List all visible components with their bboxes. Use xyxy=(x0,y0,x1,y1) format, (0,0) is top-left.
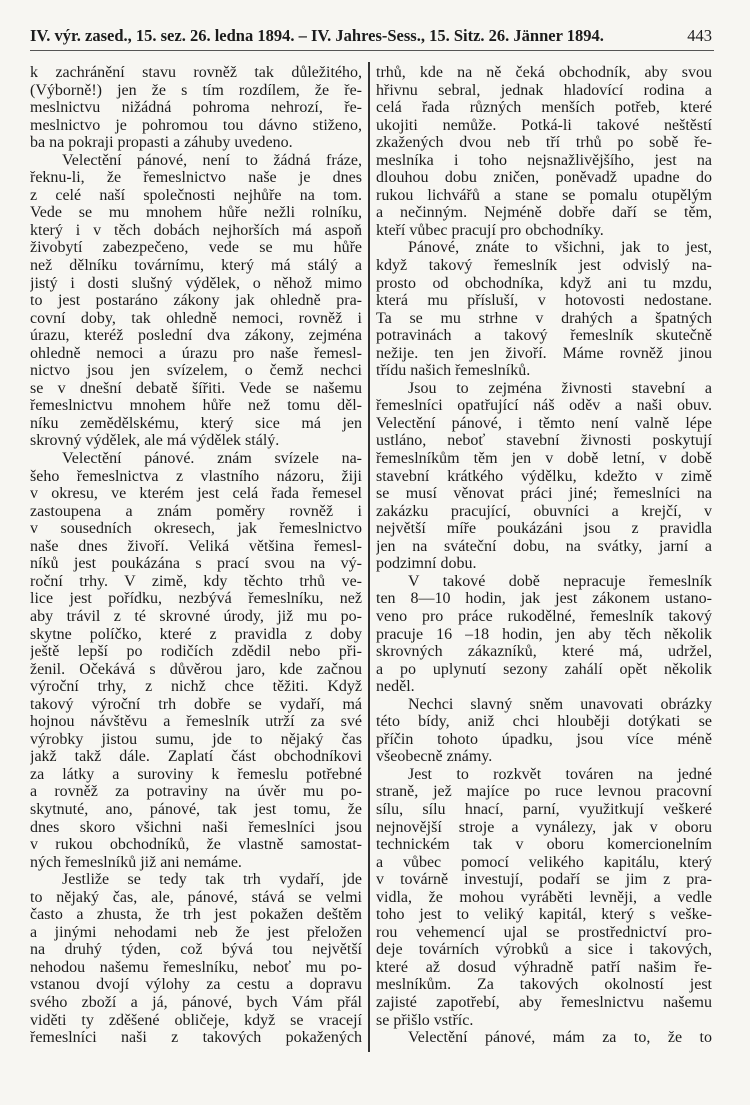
text-line: ženil. Očekává s důvěrou jaro, kde začnou xyxy=(30,660,362,678)
text-line: se v dnešní debatě šířiti. Vede se našemu xyxy=(30,379,362,397)
text-line: největší míře poukázáni jsou z pravidla xyxy=(376,520,712,538)
text-line: ných řemeslníků již ani nemáme. xyxy=(30,853,242,871)
text-line: skrovných zákazníků, které má, udržel, xyxy=(376,643,712,661)
paragraph xyxy=(376,64,712,239)
text-line: nictvo jsou jen svízelem, o čemž nechci xyxy=(30,362,362,380)
text-line: jen na sváteční dobu, na svátky, jarní a xyxy=(376,537,712,555)
text-line: Jest to rozkvět továren na jedné xyxy=(408,765,712,783)
text-line: jistý i dosti slušný výdělek, o něhož mimo xyxy=(30,274,362,292)
text-line: naše dnes živoří. Veliká většina řemesl- xyxy=(30,537,362,555)
text-line: Velectění pánové, i těmto není valně lépe xyxy=(376,414,712,432)
text-line: pracuje 16 –18 hodin, jen aby těch několik xyxy=(376,625,712,643)
text-line: níků jest poukázána s prací svou na vý- xyxy=(30,555,362,573)
paragraph xyxy=(30,152,362,450)
text-line: Velectění pánové. znám svízele na- xyxy=(62,450,362,468)
text-line: se přišlo vstříc. xyxy=(376,1011,474,1029)
text-line: celá řada různých menších potřeb, které xyxy=(376,99,712,117)
text-line: nejnovější stroje a vynálezy, jak v oboru xyxy=(376,818,712,836)
paragraph xyxy=(376,1029,712,1047)
text-line: jakž takž dále. Zaplatí část obchodníkovi xyxy=(30,748,362,766)
text-line: když takový řemeslník jest odvislý na- xyxy=(376,257,712,275)
text-line: vstanou dvojí výlohy za cestu a dopravu xyxy=(30,976,362,994)
text-line: podzimní dobu. xyxy=(376,555,477,573)
text-line: deje továrních výrobků a sice i takových, xyxy=(376,941,712,959)
text-line: řemeslníkům těm jen v době letní, v době xyxy=(376,450,712,468)
text-line: této bídy, aniž chci hlouběji dotýkati se xyxy=(376,713,712,731)
text-line: řemeslníci naši z takových pokažených xyxy=(30,1029,362,1047)
text-line: zajisté zapotřebí, aby řemeslnictvu našemu xyxy=(376,993,712,1011)
header-rule xyxy=(30,50,714,51)
paragraph xyxy=(376,239,712,379)
text-line: ukojiti nemůže. Potká-li takové neštěstí xyxy=(376,116,712,134)
text-line: který i v těch dobách nejhorších má aspoň xyxy=(30,221,362,239)
text-line: a po uplynutí sezony zahálí opět několik xyxy=(376,660,712,678)
text-line: straně, jež majíce po ruce levnou pracovní xyxy=(376,783,712,801)
text-line: stavební krátkého výdělku, kdežto v zimě xyxy=(376,467,712,485)
text-line: Velectění pánové, není to žádná fráze, xyxy=(62,151,362,169)
text-line: nehodou našemu řemeslníku, neboť mu po- xyxy=(30,958,362,976)
text-line: za látky a suroviny k řemeslu potřebné xyxy=(30,765,362,783)
text-line: zastoupena a znám poměry rovněž i xyxy=(30,502,362,520)
paragraph xyxy=(30,871,362,1046)
text-line: živobytí zabezpečeno, vede se mu hůře xyxy=(30,239,362,257)
text-line: Vede se mu mnohem hůře nežli rolníku, xyxy=(30,204,362,222)
text-line: v továrně investují, podaří se jim z pra- xyxy=(376,871,712,889)
text-line: řeknu-li, že řemeslnictvo naše je dnes xyxy=(30,169,362,187)
text-line: ustláno, neboť stavební živnosti poskytují xyxy=(376,432,712,450)
text-line: meslnictvu nižádná pohroma nehrozí, ře- xyxy=(30,99,362,117)
text-line: V takové době nepracuje řemeslník xyxy=(408,572,712,590)
text-line: veno pro práce rukodělné, řemeslník takový xyxy=(376,607,712,625)
text-line: rou vehemencí ujal se prostřednictví pro- xyxy=(376,923,712,941)
text-line: svého zboží a já, pánové, bych Vám přál xyxy=(30,993,362,1011)
text-line: takový výroční trh dobře se vydaří, má xyxy=(30,695,362,713)
text-line: a nečinným. Nejméně dobře daří se těm, xyxy=(376,204,712,222)
text-line: úrazu, kteréž poslední dva zákony, zejména xyxy=(30,327,362,345)
text-line: v rukou obchodníků, že vlastně samostat- xyxy=(30,836,362,854)
paragraph xyxy=(376,380,712,573)
text-line: prosto od obchodníka, když ani tu mzdu, xyxy=(376,274,712,292)
text-line: to jest postaráno zákony jak ohledně pra- xyxy=(30,292,362,310)
text-line: k zachránění stavu rovněž tak důležitého, xyxy=(30,64,362,81)
text-line: aby trávil z té skrovné úrody, již mu po- xyxy=(30,607,362,625)
text-line: v sousedních okresech, jak řemeslnictvo xyxy=(30,520,362,538)
text-line: dlouhou dobu zničen, poněvadž upadne do xyxy=(376,169,712,187)
text-line: ten 8—10 hodin, jak jest zákonem ustano- xyxy=(376,590,712,608)
text-line: kteří vůbec pracují pro obchodníky. xyxy=(376,221,604,239)
text-line: rukou lichvářů a stane se pomalu otupělým xyxy=(376,186,712,204)
text-line: Nechci slavný sněm unavovati obrázky xyxy=(408,695,712,713)
paragraph xyxy=(376,696,712,766)
paragraph xyxy=(30,450,362,871)
text-line: níku zemědělskému, který sice má jen xyxy=(30,414,362,432)
header-title: IV. výr. zased., 15. sez. 26. ledna 1894. – IV. Jahres-Sess., 15. Sitz. 26. Jänner 1894. xyxy=(30,26,604,45)
paragraph xyxy=(376,766,712,1029)
text-line: než dělníku továrnímu, který má stálý a xyxy=(30,257,362,275)
text-line: výroční trhy, z nichž chce těžiti. Když xyxy=(30,678,362,696)
text-line: skytnuté, ano, pánové, tak jest tomu, že xyxy=(30,800,362,818)
text-line: skytne políčko, které z pravidla z doby xyxy=(30,625,362,643)
text-line: technickém tak v oboru komercionelním xyxy=(376,836,712,854)
text-line: toho jest to veliký kapitál, který s veške- xyxy=(376,906,712,924)
text-line: řemeslnictvu mnohem hůře než tomu děl- xyxy=(30,397,362,415)
text-line: Pánové, znáte to všichni, jak to jest, xyxy=(408,239,712,257)
text-line: zkažených dvou neb tří trhů po sobě ře- xyxy=(376,134,712,152)
text-line: skrovný výdělek, ale má výdělek stálý. xyxy=(30,432,280,450)
text-line: a vůbec pomocí velikého kapitálu, který xyxy=(376,853,712,871)
text-line: která mu přísluší, v hotovosti nedostane. xyxy=(376,292,712,310)
text-line: výrobky jistou sumu, jde to nějaký čas xyxy=(30,730,362,748)
text-line: hřivnu sebral, jednak hladovící rodina a xyxy=(376,81,712,99)
text-line: na druhý týden, což bývá tou největší xyxy=(30,941,362,959)
text-line: Jestliže se tedy tak trh vydaří, jde xyxy=(62,871,362,889)
text-line: šeho řemeslnictva z vlastního názoru, žiji xyxy=(30,467,362,485)
text-line: meslníka i toho nejsnažlivějšího, jest na xyxy=(376,151,712,169)
paragraph xyxy=(30,64,362,152)
text-line: příčin tohoto úpadku, jsou více méně xyxy=(376,730,712,748)
text-line: viděti ty zděšené obličeje, když se vracejí xyxy=(30,1011,362,1029)
text-line: sílu, sílu hnací, parní, využitkují veškeré xyxy=(376,800,712,818)
text-line: se musí věnovat práci jiné; řemeslníci na xyxy=(376,485,712,503)
text-line: neděl. xyxy=(376,678,415,696)
text-line: trhů, kde na ně čeká obchodník, aby svou xyxy=(376,64,712,81)
paragraph xyxy=(376,573,712,696)
text-line: a jinými nehodami neb že jest přeložen xyxy=(30,923,362,941)
text-line: covní doby, tak ohledně nemoci, rovněž i xyxy=(30,309,362,327)
text-line: potravinách a takový řemeslník skutečně xyxy=(376,327,712,345)
text-line: lice jest pořídku, nezbývá řemeslníku, než xyxy=(30,590,362,608)
text-line: a rovněž za potraviny na úvěr mu po- xyxy=(30,783,362,801)
text-line: z celé naší společnosti nejhůře na tom. xyxy=(30,186,362,204)
text-line: všeobecně známy. xyxy=(376,748,493,766)
text-line: dnes skoro všichni naši řemeslníci jsou xyxy=(30,818,362,836)
text-line: Velectění pánové, mám za to, že to xyxy=(408,1029,712,1047)
text-line: často a zhusta, že trh jest pokažen deštěm xyxy=(30,906,362,924)
text-line: vidla, že mohou vyráběti levněji, a vedle xyxy=(376,888,712,906)
running-header xyxy=(30,26,712,48)
text-line: v okresu, ve kterém jest celá řada řemesel xyxy=(30,485,362,503)
text-line: meslníkům. Za takových okolností jest xyxy=(376,976,712,994)
page-number: 443 xyxy=(687,26,712,45)
text-line: roční trhy. V zimě, kdy těchto trhů ve- xyxy=(30,572,362,590)
text-line: to nějaký čas, ale, pánové, stává se velmi xyxy=(30,888,362,906)
column-divider xyxy=(368,62,370,1052)
text-line: ohledně nemoci a úrazu pro naše řemesl- xyxy=(30,344,362,362)
text-line: Ta se mu strhne v drahých a špatných xyxy=(376,309,712,327)
text-line: ještě lepší po rodičích zdědil nebo při- xyxy=(30,643,362,661)
text-line: hojnou návštěvu a řemeslník utrží za své xyxy=(30,713,362,731)
text-line: (Výborně!) jen že s tím rozdílem, že ře- xyxy=(30,81,362,99)
text-line: které až dosud výhradně patří našim ře- xyxy=(376,958,712,976)
text-line: meslnictvo je pohromou tou dávno stiženo, xyxy=(30,116,362,134)
text-column-right xyxy=(376,64,712,1047)
text-line: Jsou to zejména živnosti stavební a xyxy=(408,379,712,397)
text-column-left xyxy=(30,64,362,1047)
text-line: nežije. ten jen živoří. Máme rovněž jinou xyxy=(376,344,712,362)
text-line: řemeslníci opatřující náš oděv a naši obuv. xyxy=(376,397,712,415)
text-line: ba na pokraji propasti a záhuby uvedeno. xyxy=(30,134,293,152)
text-line: zakázku pracující, obuvníci a krejčí, v xyxy=(376,502,712,520)
text-line: třídu našich řemeslníků. xyxy=(376,362,531,380)
